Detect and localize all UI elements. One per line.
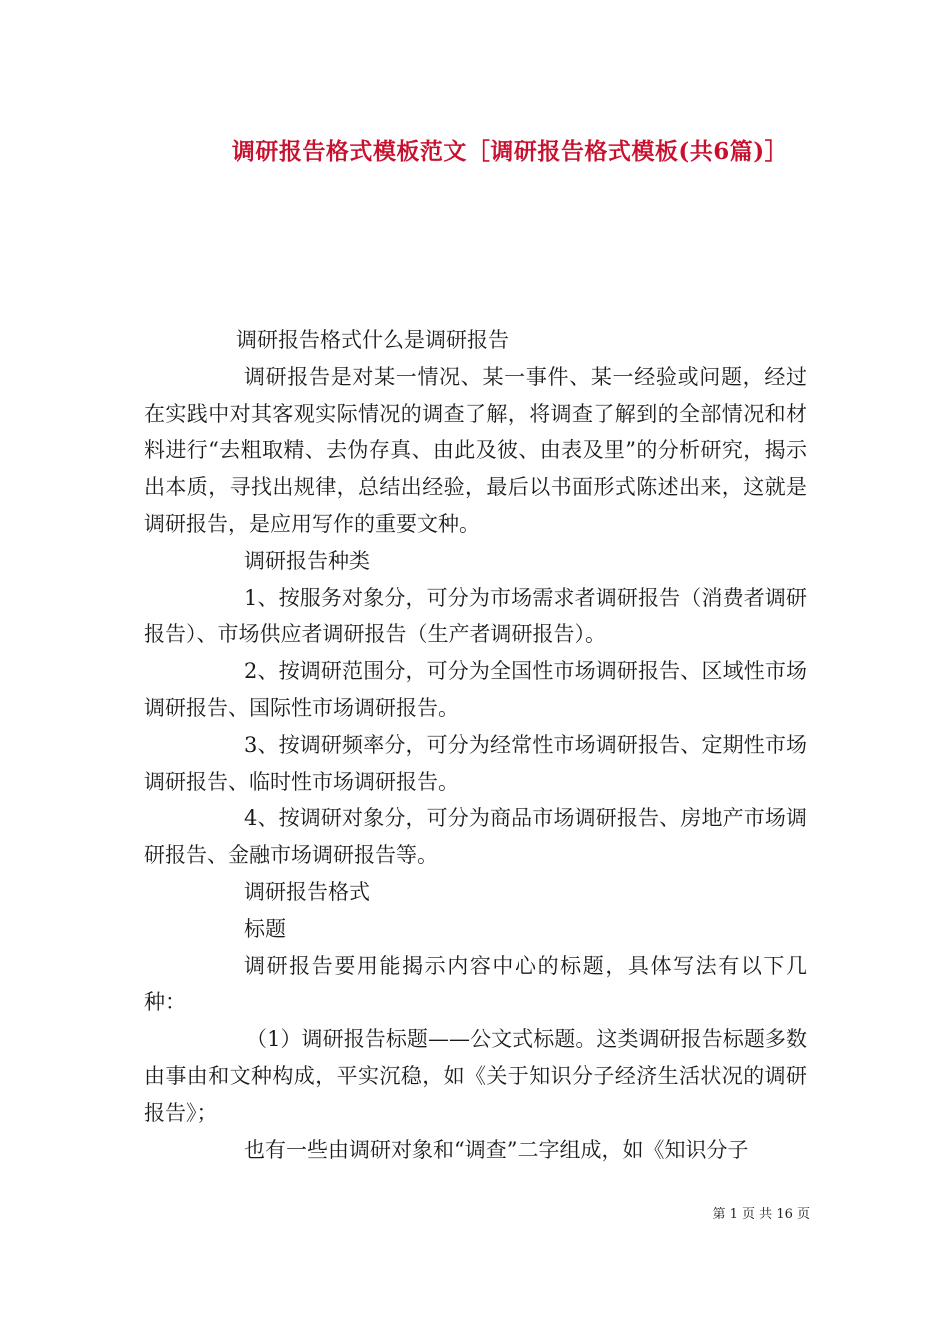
list-item-type-2: 2、按调研范围分，可分为全国性市场调研报告、区域性市场调研报告、国际性市场调研报告。 — [144, 659, 807, 720]
paragraph-definition: 调研报告是对某一情况、某一事件、某一经验或问题，经过在实践中对其客观实际情况的调查了解，将调查了解到的全部情况和材料进行“去粗取精、去伪存真、由此及彼、由表及里”的分析研究，揭示出本质，寻找出规律，总结出经验，最后以书面形式陈述出来，这就是调研报告，是应用写作的重要文种。 — [144, 364, 807, 536]
list-item-type-3: 3、按调研频率分，可分为经常性市场调研报告、定期性市场调研报告、临时性市场调研报告。 — [144, 732, 807, 794]
section-heading-format: 调研报告格式 — [244, 879, 370, 904]
section-heading-what-is: 调研报告格式什么是调研报告 — [236, 328, 509, 352]
document-title: 调研报告格式模板范文［调研报告格式模板(共6篇)］ — [231, 138, 789, 165]
paragraph-survey-title: 也有一些由调研对象和“调查”二字组成，如《知识分子 — [244, 1137, 749, 1162]
page-number: 第 1 页 共 16 页 — [712, 1207, 810, 1222]
list-item-type-1: 1、按服务对象分，可分为市场需求者调研报告（消费者调研报告）、市场供应者调研报告（生产者调研报告）。 — [144, 585, 807, 647]
document-body — [144, 322, 807, 1168]
subheading-title: 标题 — [244, 916, 286, 941]
paragraph-title-intro: 调研报告要用能揭示内容中心的标题，具体写法有以下几种： — [144, 953, 807, 1015]
list-item-type-4: 4、按调研对象分，可分为商品市场调研报告、房地产市场调研报告、金融市场调研报告等。 — [144, 806, 807, 868]
section-heading-types: 调研报告种类 — [244, 548, 370, 573]
paragraph-official-title: （1）调研报告标题——公文式标题。这类调研报告标题多数由事由和文种构成，平实沉稳，如《关于知识分子经济生活状况的调研报告》； — [144, 1027, 807, 1125]
